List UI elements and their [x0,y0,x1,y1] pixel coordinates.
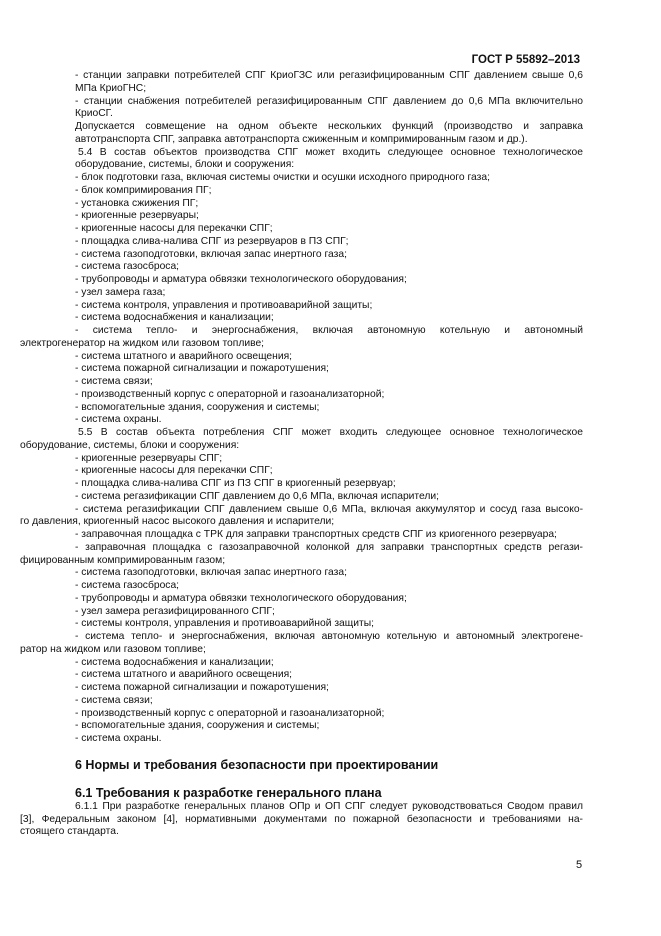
list-item: - система тепло- и энергоснабжения, включая автономную котельную и автономный [75,325,583,336]
list-item: - криогенные резервуары СПГ; [75,452,223,464]
list-item: - система штатного и аварийного освещения; [75,350,293,362]
list-item: - производственный корпус с операторной и газоанализаторной; [75,388,385,400]
list-item: - система контроля, управления и противоаварийной защиты; [75,299,373,311]
text-line: оборудование, системы, блоки и сооружения: [20,439,240,451]
list-item: - система тепло- и энергоснабжения, включая автономную котельную и автономный электрогене- [75,631,583,642]
list-item: - криогенные резервуары; [75,210,199,222]
text-line: фицированным компримированным газом; [20,554,226,566]
list-item: - система газосброса; [75,580,180,591]
list-item: - система связи; [75,376,153,387]
list-item: - система газоподготовки, включая запас инертного газа; [75,248,347,260]
list-item: - блок подготовки газа, включая системы очистки и осушки исходного природного газа; [75,172,490,183]
list-item: - узел замера регазифицированного СПГ; [75,605,275,617]
clause-5-5-line: 5.5 В состав объекта потребления СПГ может входить следующее основное технологическое [78,427,583,438]
text-line: КриоСГ. [75,108,113,120]
list-item: - трубопроводы и арматура обвязки технологического оборудования; [75,274,407,285]
text-line: МПа КриоГНС; [75,82,147,94]
list-item: - криогенные насосы для перекачки СПГ; [75,465,273,477]
list-item: - система регазификации СПГ давлением до 0,6 МПа, включая испарители; [75,490,440,502]
list-item: - узел замера газа; [75,286,166,298]
text-line: го давления, криогенный насос высокого давления и испарители; [20,516,335,528]
list-item: - площадка слива-налива СПГ из резервуаров в ПЗ СПГ; [75,235,349,247]
list-item: - установка сжижения ПГ; [75,197,199,209]
page-content [20,70,583,839]
paragraph-line: 6.1.1 При разработке генеральных планов ОПр и ОП СПГ следует руководствоваться Сводом правил [75,800,583,812]
list-item: - система водоснабжения и канализации; [75,656,274,668]
list-item: - системы контроля, управления и противоаварийной защиты; [75,618,374,630]
clause-5-4-line: 5.4 В состав объектов производства СПГ может входить следующее основное технологическое [78,146,583,158]
text-line: автотранспорта СПГ, заправка автотранспорта сжиженным и компримированным газом и др.). [75,133,528,145]
list-item: - производственный корпус с операторной и газоанализаторной; [75,707,385,719]
paragraph-line: стоящего стандарта. [20,826,119,838]
list-item: - система водоснабжения и канализации; [75,312,274,324]
text-line: - станции заправки потребителей СПГ КриоГЗС или регазифицированным СПГ давлением свыше 0,6 [75,70,583,81]
text-line: ратор на жидком или газовом топливе; [20,643,206,655]
list-item: - блок компримирования ПГ; [75,184,212,196]
list-item: - площадка слива-налива СПГ из ПЗ СПГ в криогенный резервуар; [75,478,396,489]
paragraph-line: [3], Федеральным законом [4], нормативными документами по пожарной безопасности и требованиями на- [20,813,583,825]
section-heading: 6 Нормы и требования безопасности при проектировании [75,757,439,772]
list-item: - заправочная площадка с газозаправочной колонкой для заправки транспортных средств регази- [75,541,583,553]
standard-designation: ГОСТ Р 55892–2013 [471,54,580,66]
list-item: - система регазификации СПГ давлением свыше 0,6 МПа, включая аккумулятор и сосуд газа высоко- [75,503,583,515]
list-item: - криогенные насосы для перекачки СПГ; [75,223,273,234]
list-item: - вспомогательные здания, сооружения и системы; [75,720,320,732]
list-item: - система пожарной сигнализации и пожаротушения; [75,682,329,693]
list-item: - система штатного и аварийного освещения; [75,669,293,681]
text-line: оборудование, системы, блоки и сооружения: [75,159,295,171]
list-item: - система охраны. [75,414,162,426]
text-line: электрогенератор на жидком или газовом топливе; [20,337,265,349]
subsection-heading: 6.1 Требования к разработке генерального плана [75,785,382,800]
list-item: - система связи; [75,694,153,706]
text-line: Допускается совмещение на одном объекте нескольких функций (производство и заправка [75,121,583,132]
page-number: 5 [576,859,583,871]
list-item: - система пожарной сигнализации и пожаротушения; [75,363,329,375]
list-item: - вспомогательные здания, сооружения и системы; [75,401,320,413]
text-line: - станции снабжения потребителей регазифицированным СПГ давлением до 0,6 МПа включительно [75,95,583,107]
list-item: - система охраны. [75,733,162,744]
list-item: - система газосброса; [75,261,180,273]
list-item: - заправочная площадка с ТРК для заправки транспортных средств СПГ из криогенного резервуара; [75,529,557,540]
list-item: - система газоподготовки, включая запас инертного газа; [75,567,347,579]
list-item: - трубопроводы и арматура обвязки технологического оборудования; [75,592,407,604]
